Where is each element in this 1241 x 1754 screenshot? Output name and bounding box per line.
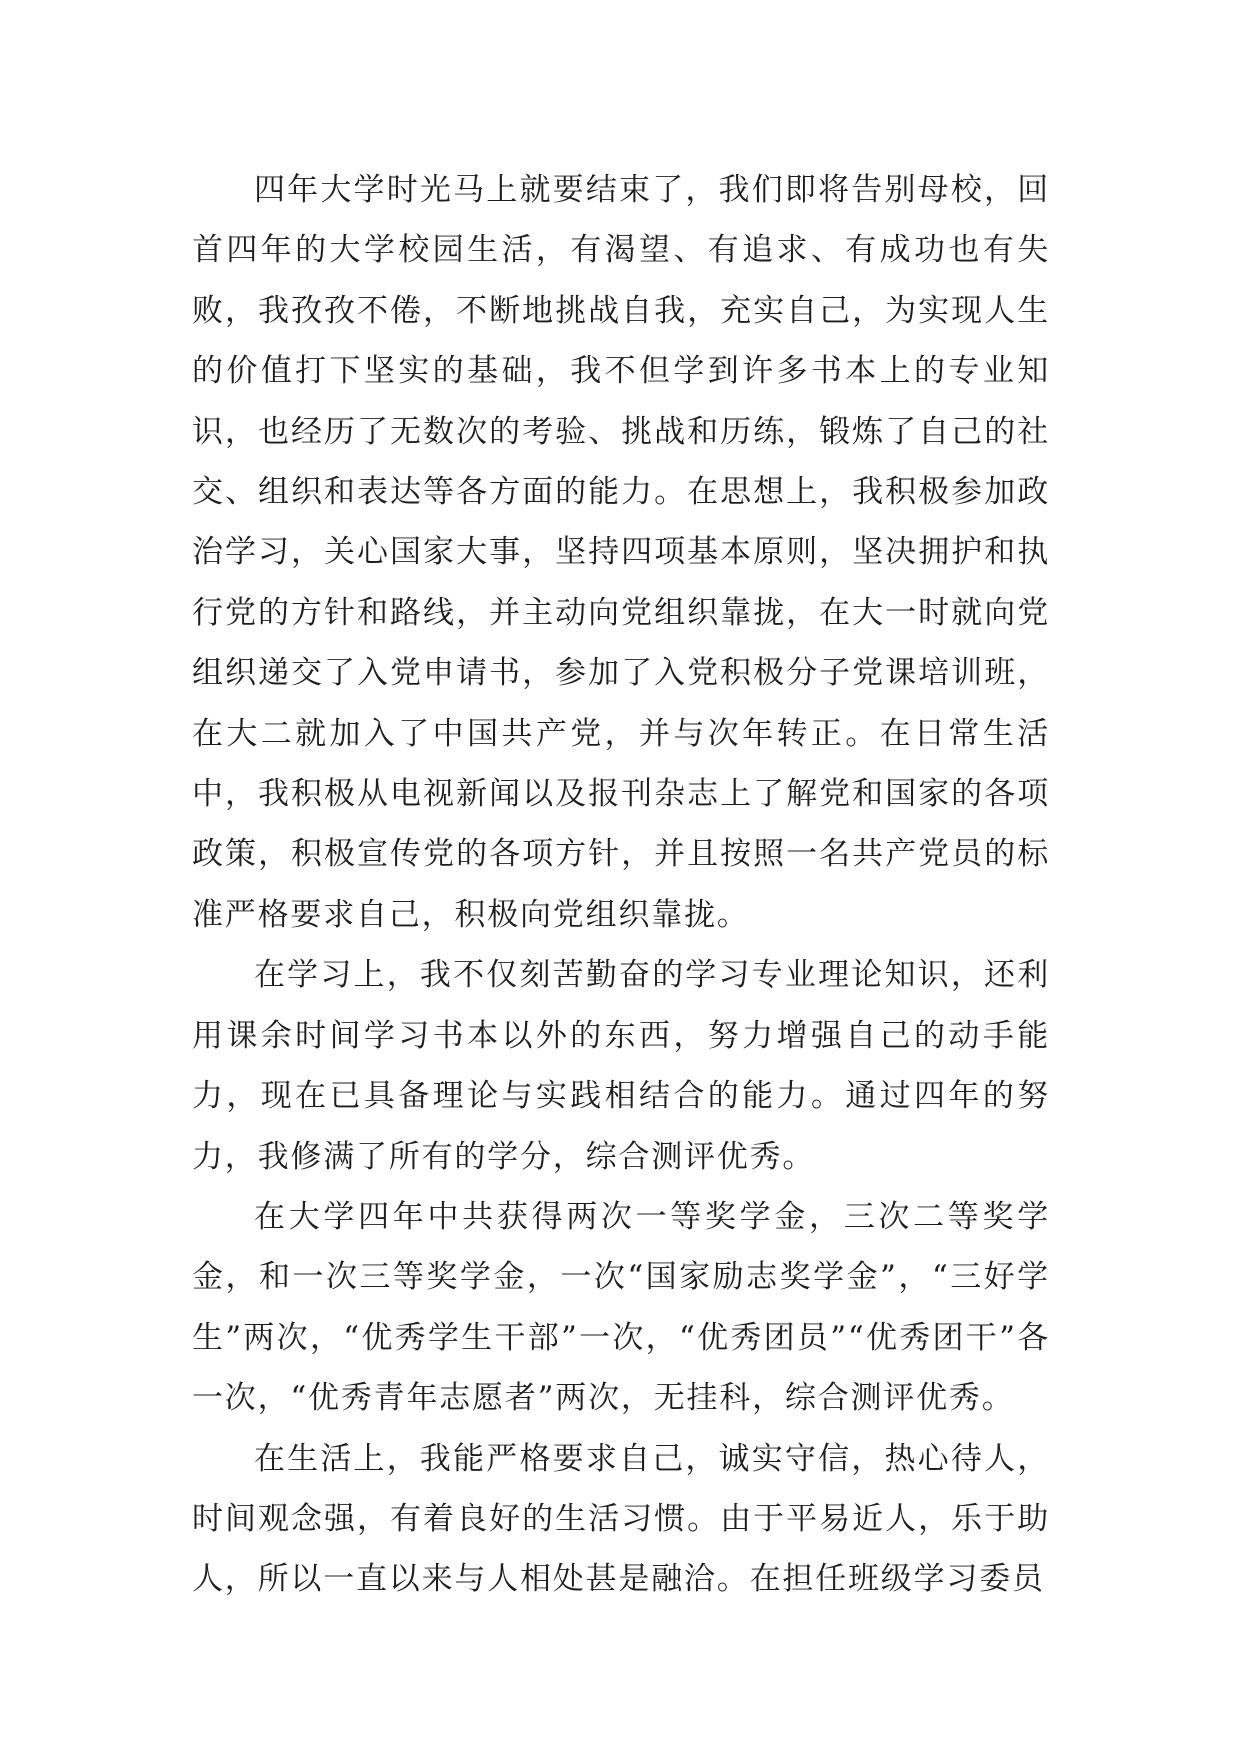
paragraph-study: 在学习上，我不仅刻苦勤奋的学习专业理论知识，还利用课余时间学习书本以外的东西，努力增强自己的动手能力，现在已具备理论与实践相结合的能力。通过四年的努力，我修满了所有的学分，综合测评优秀。 (192, 957, 1050, 1175)
document-body (192, 160, 1050, 1610)
paragraph-awards: 在大学四年中共获得两次一等奖学金，三次二等奖学金，和一次三等奖学金，一次“国家励志奖学金”，“三好学生”两次，“优秀学生干部”一次，“优秀团员”“优秀团干”各一次，“优秀青年志愿者”两次，无挂科，综合测评优秀。 (192, 1198, 1050, 1417)
paragraph-reflection-and-ideology: 四年大学时光马上就要结束了，我们即将告别母校，回首四年的大学校园生活，有渴望、有追求、有成功也有失败，我孜孜不倦，不断地挑战自我，充实自己，为实现人生的价值打下坚实的基础，我不但学到许多书本上的专业知识，也经历了无数次的考验、挑战和历练，锻炼了自己的社交、组织和表达等各方面的能力。在思想上，我积极参加政治学习，关心国家大事，坚持四项基本原则，坚决拥护和执行党的方针和路线，并主动向党组织靠拢，在大一时就向党组织递交了入党申请书，参加了入党积极分子党课培训班，在大二就加入了中国共产党，并与次年转正。在日常生活中，我积极从电视新闻以及报刊杂志上了解党和国家的各项政策，积极宣传党的各项方针，并且按照一名共产党员的标准严格要求自己，积极向党组织靠拢。 (192, 172, 1050, 933)
paragraph-life: 在生活上，我能严格要求自己，诚实守信，热心待人，时间观念强，有着良好的生活习惯。由于平易近人，乐于助人，所以一直以来与人相处甚是融洽。在担任班级学习委员 (192, 1440, 1050, 1598)
